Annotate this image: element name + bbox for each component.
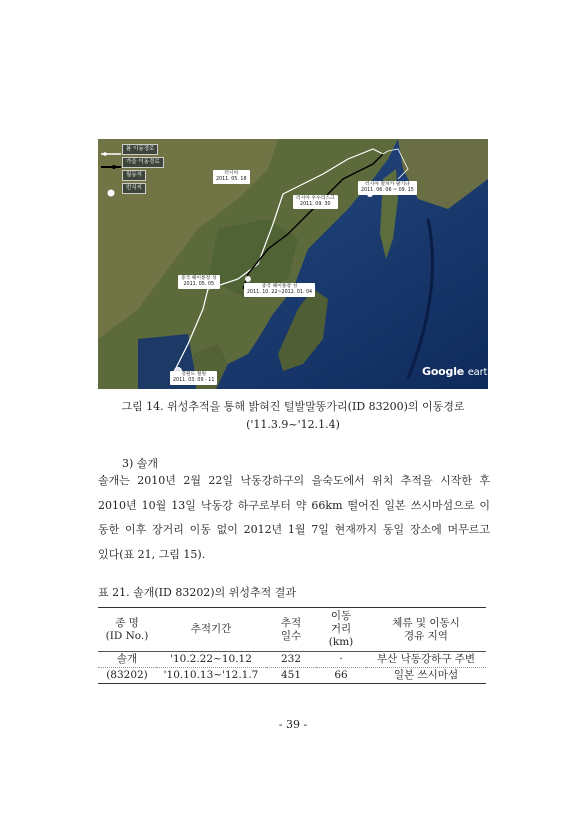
paragraph-line: 2010년 10월 13일 낙동강 하구로부터 약 66km 떨어진 일본 쓰시마섬으로 이 — [98, 498, 490, 512]
header-text: 일수 — [280, 629, 302, 642]
map-label-kamchatka — [358, 181, 417, 195]
header-text: 체류 및 이동시 — [392, 616, 460, 629]
label-place: 중국 헤이룽장 성 — [181, 276, 217, 281]
header-text: (km) — [328, 636, 354, 648]
label-place: 러시아 — [224, 171, 239, 176]
header-days — [266, 608, 316, 652]
cell-region: 일본 쓰시마섬 — [393, 669, 459, 681]
label-place: 강원도 철원 — [181, 372, 207, 377]
map-label-ussurisk — [293, 195, 338, 209]
legend-label: 봄 이동경로 — [122, 144, 158, 155]
cell-species: (83202) — [106, 669, 148, 681]
map-label-gangwon — [170, 371, 217, 385]
legend-label: 월동지 — [122, 170, 146, 181]
map-label-russia — [213, 170, 250, 184]
legend-item — [100, 182, 172, 194]
cell-distance: · — [316, 652, 366, 668]
map-label-china-spring — [178, 275, 220, 289]
header-species — [98, 608, 156, 652]
cell-days: 451 — [280, 669, 302, 681]
legend-item — [100, 156, 172, 168]
label-place: 중국 헤이룽장 성 — [261, 284, 298, 289]
table-row — [98, 668, 486, 684]
label-place: 러시아 우수리스크 — [296, 196, 335, 201]
wintering-site-icon — [100, 170, 122, 180]
black-line-icon — [100, 157, 122, 167]
header-text: (ID No.) — [105, 629, 149, 642]
breeding-site-icon — [100, 183, 122, 193]
legend-label: 가을 이동경로 — [122, 157, 164, 168]
figure-caption-dates: ('11.3.9~'12.1.4) — [246, 418, 340, 431]
paragraph-line: 동한 이후 장거리 이동 없이 2012년 1월 7일 현재까지 동일 장소에 머무르고 — [98, 523, 490, 536]
cell-distance: 66 — [334, 669, 348, 681]
cell-species: 솔개 — [98, 652, 156, 668]
label-date: 2011. 06. 06 ~ 09. 15 — [361, 188, 414, 193]
cell-period: '10.10.13~'12.1.7 — [163, 669, 259, 681]
label-date: 2011. 05. 18 — [216, 177, 247, 182]
white-line-icon — [100, 144, 122, 154]
google-earth-logo — [422, 365, 493, 378]
cell-period: '10.2.22~10.12 — [156, 652, 266, 668]
header-region — [366, 608, 486, 652]
header-period: 추적기간 — [156, 608, 266, 652]
header-text: 종 명 — [115, 616, 139, 629]
section-heading: 3) 솔개 — [122, 457, 159, 470]
header-text: 이동 — [330, 610, 352, 622]
paragraph-line: 있다(표 21, 그림 15). — [98, 547, 206, 561]
map-legend — [100, 143, 172, 195]
label-date: 2011. 10. 22~2012. 01. 04 — [247, 290, 313, 295]
legend-item — [100, 169, 172, 181]
header-text: 추적 — [280, 616, 302, 629]
tracking-result-table — [98, 607, 486, 684]
header-distance — [316, 608, 366, 652]
label-date: 2011. 09. 30 — [300, 202, 331, 207]
logo-brand: Google — [422, 365, 465, 378]
map-label-china-winter — [244, 283, 315, 297]
legend-label: 번식지 — [122, 183, 146, 194]
page-number: - 39 - — [278, 718, 308, 731]
table-caption: 표 21. 솔개(ID 83202)의 위성추적 결과 — [98, 586, 296, 599]
label-date: 2011. 05. 05 — [183, 282, 214, 287]
figure-caption: 그림 14. 위성추적을 통해 밝혀진 털발말똥가리(ID 83200)의 이동경로 — [121, 400, 465, 413]
header-text: 경유 지역 — [404, 629, 448, 642]
label-date: 2011. 03. 09 - 11 — [173, 378, 215, 383]
legend-item — [100, 143, 172, 155]
paragraph-line: 솔개는 2010년 2월 22일 낙동강하구의 을숙도에서 위치 추적을 시작한 후 — [98, 474, 490, 487]
label-place: 러시아 칼차카 팔기나 — [365, 182, 410, 187]
table-row — [98, 652, 486, 668]
table-header-row — [98, 608, 486, 652]
logo-product: earth — [467, 367, 494, 378]
cell-days: 232 — [266, 652, 316, 668]
cell-region: 부산 낙동강하구 주변 — [366, 652, 486, 668]
header-text: 거리 — [330, 623, 352, 635]
body-paragraph — [98, 469, 490, 567]
